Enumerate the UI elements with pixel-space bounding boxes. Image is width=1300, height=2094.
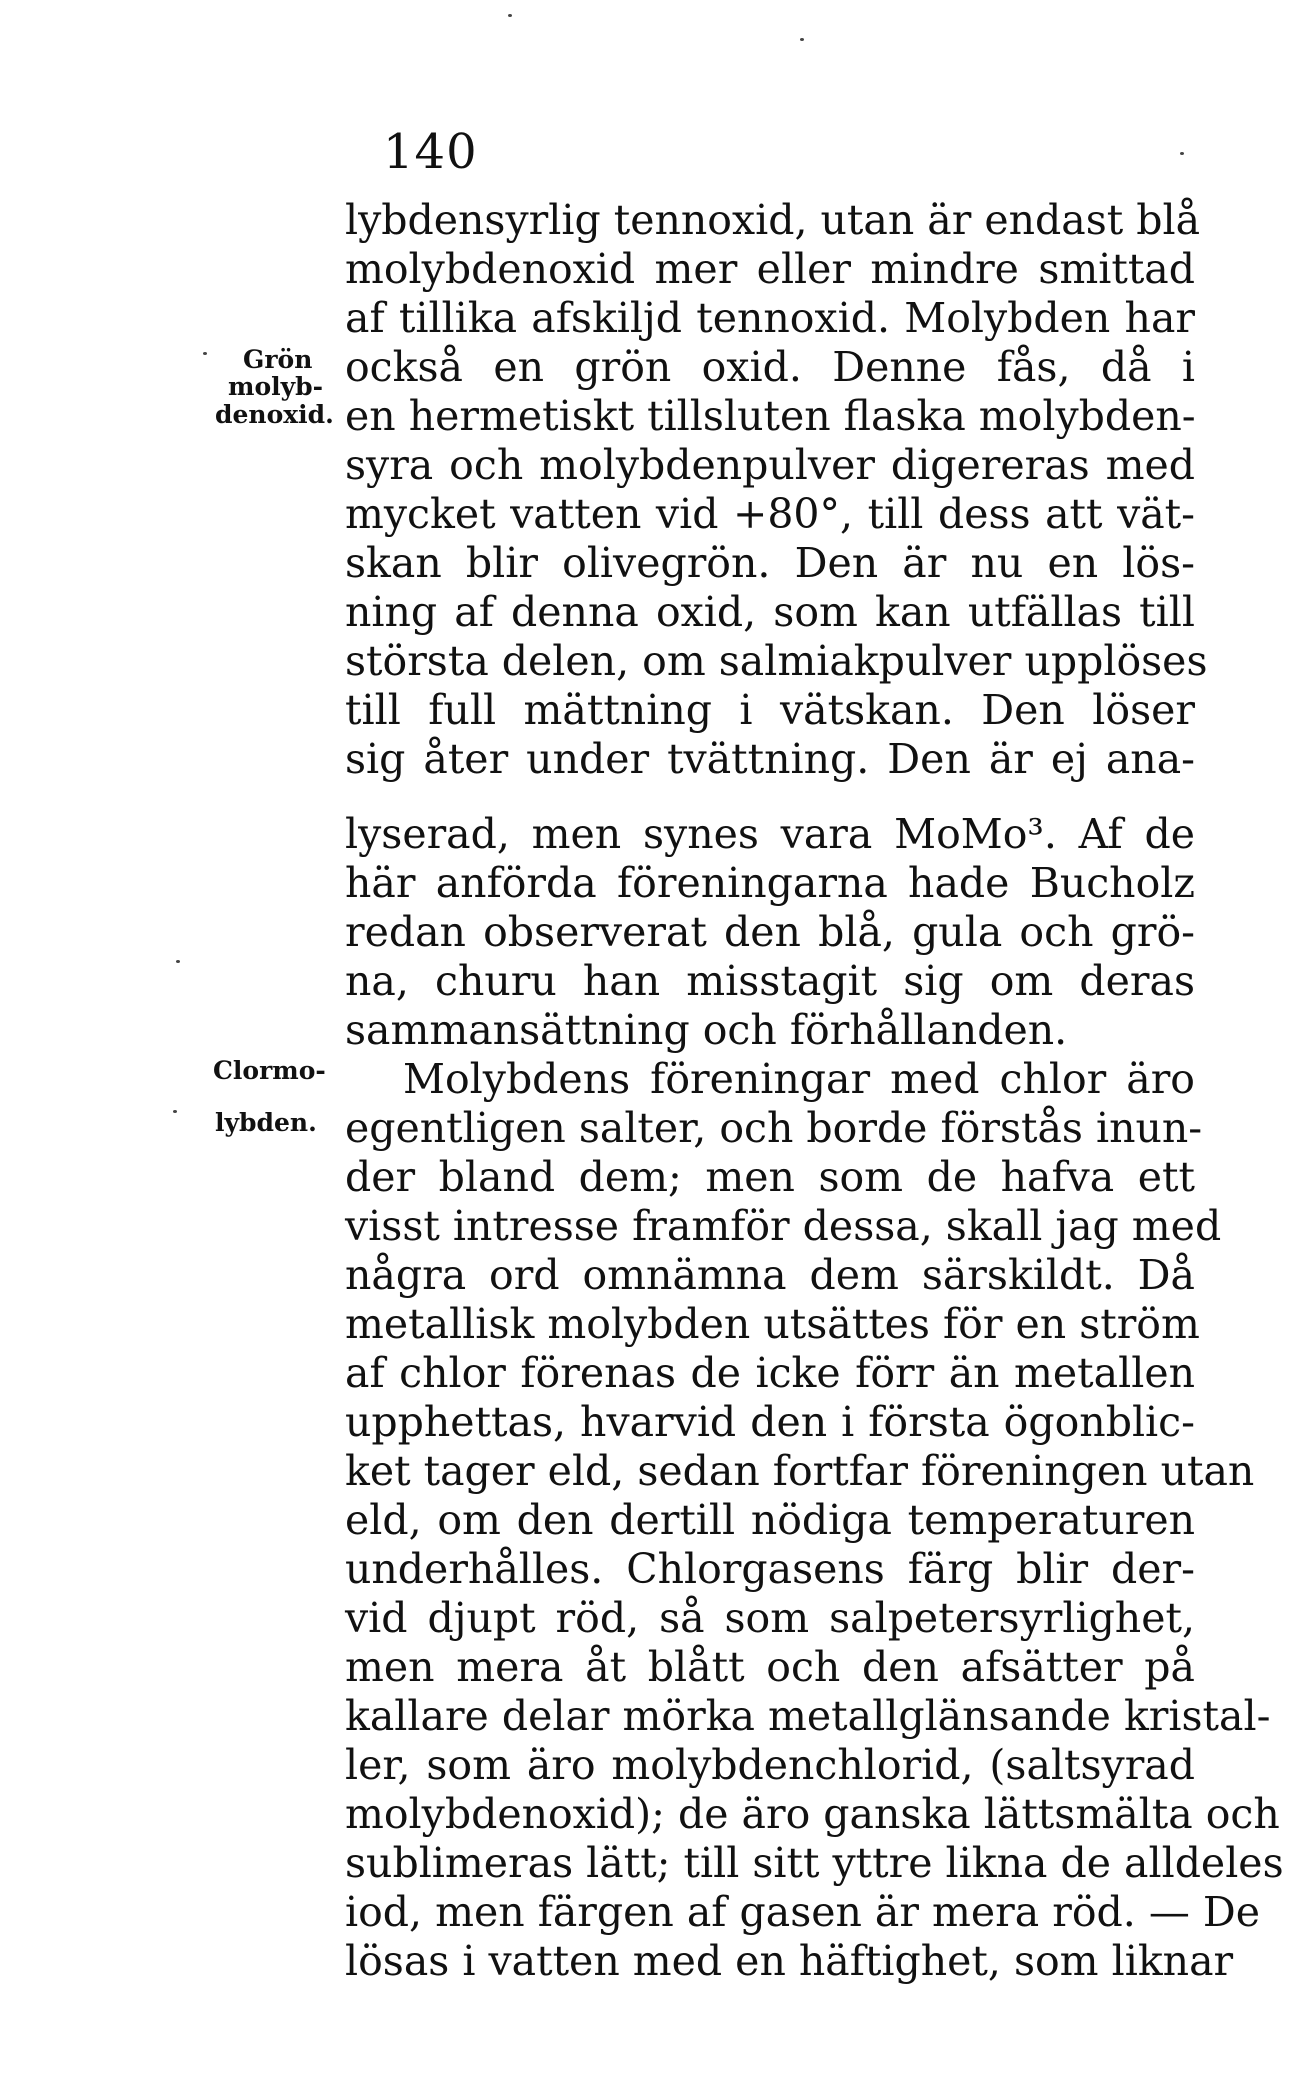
text-line: till full mättning i vätskan. Den löser (345, 686, 1195, 734)
text-line: molybdenoxid mer eller mindre smittad (345, 245, 1195, 293)
print-speck (176, 960, 180, 963)
text-line: na, churu han misstagit sig om deras (345, 957, 1195, 1005)
margin-note-molybdenoxid-line-3: denoxid. (215, 400, 334, 429)
text-line: lybdensyrlig tennoxid, utan är endast blå (345, 196, 1201, 244)
text-line: Molybdens föreningar med chlor äro (403, 1055, 1195, 1103)
page-number: 140 (383, 124, 478, 180)
margin-note-clormolybden-line-1: Clormo- (213, 1056, 326, 1085)
text-line: en hermetiskt tillsluten flaska molybden- (345, 392, 1196, 440)
text-line: vid djupt röd, så som salpetersyrlighet, (345, 1594, 1195, 1642)
text-line: metallisk molybden utsättes för en ström (345, 1300, 1200, 1348)
text-line: eld, om den dertill nödiga temperaturen (345, 1496, 1195, 1544)
text-line: största delen, om salmiakpulver upplöses (345, 637, 1208, 685)
text-line: mycket vatten vid +80°, till dess att vät- (345, 490, 1195, 538)
text-line: kallare delar mörka metallglänsande kristal- (345, 1692, 1271, 1740)
text-line: också en grön oxid. Denne fås, då i (345, 343, 1195, 391)
margin-note-clormolybden-line-2: lybden. (215, 1108, 317, 1137)
print-speck (203, 352, 207, 355)
text-line: ning af denna oxid, som kan utfällas till (345, 588, 1195, 636)
text-line: underhålles. Chlorgasens färg blir der- (345, 1545, 1195, 1593)
text-line: lyserad, men synes vara MoMo³. Af de (345, 810, 1195, 858)
text-line: sammansättning och förhållanden. (345, 1006, 1068, 1054)
text-line: syra och molybdenpulver digereras med (345, 441, 1195, 489)
print-speck (1180, 152, 1184, 155)
text-line: här anförda föreningarna hade Bucholz (345, 859, 1195, 907)
text-line: upphettas, hvarvid den i första ögonblic- (345, 1398, 1195, 1446)
text-line: sublimeras lätt; till sitt yttre likna de alldeles (345, 1839, 1284, 1887)
print-speck (800, 38, 804, 41)
print-speck (508, 14, 512, 17)
text-line: några ord omnämna dem särskildt. Då (345, 1251, 1195, 1299)
margin-note-molybdenoxid-line-1: Grön (243, 345, 313, 374)
text-line: af tillika afskiljd tennoxid. Molybden har (345, 294, 1195, 342)
text-line: ler, som äro molybdenchlorid, (saltsyrad (345, 1741, 1195, 1789)
text-line: lösas i vatten med en häftighet, som liknar (345, 1937, 1234, 1985)
text-line: skan blir olivegrön. Den är nu en lös- (345, 539, 1195, 587)
text-line: molybdenoxid); de äro ganska lättsmälta och (345, 1790, 1280, 1838)
print-speck (173, 1110, 177, 1113)
body-text (345, 196, 1284, 1986)
text-line: ket tager eld, sedan fortfar föreningen utan (345, 1447, 1255, 1495)
text-line: egentligen salter, och borde förstås inun- (345, 1104, 1203, 1152)
text-line: sig åter under tvättning. Den är ej ana- (345, 735, 1195, 783)
text-line: der bland dem; men som de hafva ett (345, 1153, 1195, 1201)
margin-note-molybdenoxid-line-2: molyb- (228, 372, 324, 401)
text-line: visst intresse framför dessa, skall jag med (345, 1202, 1222, 1250)
text-line: men mera åt blått och den afsätter på (345, 1643, 1195, 1691)
text-line: redan observerat den blå, gula och grö- (345, 908, 1195, 956)
text-line: af chlor förenas de icke förr än metallen (345, 1349, 1195, 1397)
text-line: iod, men färgen af gasen är mera röd. — De (345, 1888, 1260, 1936)
